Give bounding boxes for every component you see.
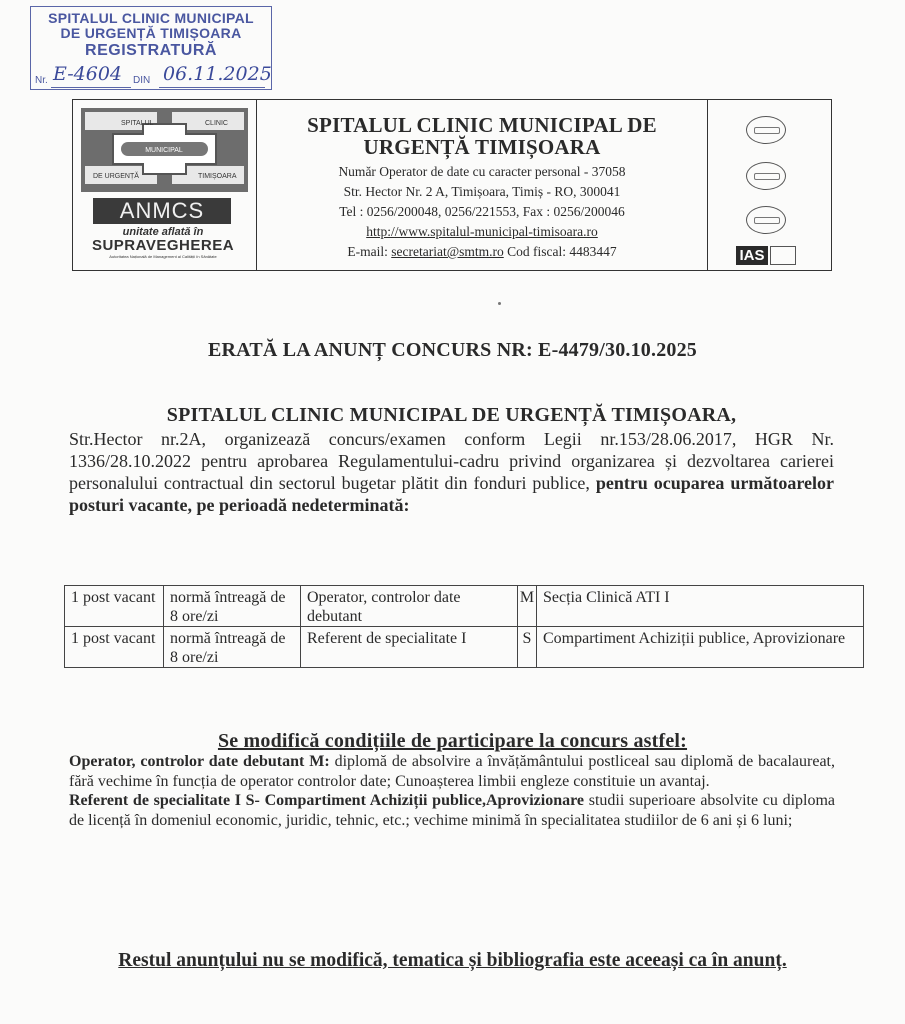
stamp-line1: SPITALUL CLINIC MUNICIPAL	[48, 10, 254, 26]
logo-text-top-right: CLINIC	[205, 120, 228, 127]
post-level-cell: M	[518, 586, 537, 627]
table-row	[65, 586, 864, 627]
certification-panel	[707, 100, 831, 270]
conditions-heading: Se modifică condițiile de participare la concurs astfel:	[217, 730, 688, 752]
intro-bold-text: pentru ocuparea următoarelor posturi vacante, pe perioadă nedeterminată:	[69, 473, 834, 515]
email-label: E-mail:	[347, 244, 388, 259]
anmcs-logo: ANMCS	[93, 198, 231, 224]
announcement-intro	[69, 404, 834, 516]
condition-item	[69, 752, 835, 791]
intro-text: Str.Hector nr.2A, organizează concurs/examen conform Legii nr.153/28.06.2017, HGR Nr. 1336/28.10.2022 pentru aprobarea Regulamentului-cadru privind organizarea și dezvoltarea carierei personalului contractual din sectorul bugetar plătit din fonduri publice,	[69, 429, 834, 493]
accredited-mark-icon	[770, 246, 796, 265]
fiscal-code: Cod fiscal: 4483447	[507, 244, 617, 259]
table-row	[65, 627, 864, 668]
closing-note: Restul anunțului nu se modifică, tematica și bibliografia este aceeași ca în anunț.	[118, 950, 787, 971]
condition-text: diplomă de absolvire a învățământului postliceal sau diplomă de bacalaureat, fără vechime în funcția de operator controlor date; Cunoașterea limbii engleze constituie un avantaj.	[69, 753, 836, 790]
iso-badge-icon	[746, 162, 786, 190]
vacancies-table	[64, 585, 864, 668]
letterhead-text	[257, 100, 707, 270]
logo-text-top-left: SPITALUL	[121, 120, 154, 127]
stamp-date-underline	[159, 87, 265, 88]
speck	[498, 302, 501, 305]
ias-logo: IAS	[736, 246, 768, 265]
stamp-din-label: DIN	[133, 75, 151, 86]
post-department-cell: Compartiment Achiziții publice, Aprovizionare	[537, 627, 864, 668]
condition-text: studii superioare absolvite cu diploma de licență în domeniul economic, juridic, tehnic, etc.; vechime minimă în specialitatea studiilor de 6 ani și 6 luni;	[69, 792, 836, 829]
conditions-list	[69, 752, 835, 830]
post-department-cell: Secția Clinică ATI I	[537, 586, 864, 627]
stamp-line3: REGISTRATURĂ	[85, 42, 217, 59]
letterhead	[72, 99, 832, 271]
phones: Tel : 0256/200048, 0256/221553, Fax : 0256/200046	[339, 204, 625, 219]
anmcs-caption-line1: unitate aflată în	[122, 226, 204, 238]
logo-text-bottom-right: TIMIȘOARA	[198, 173, 237, 180]
stamp-date-value: 06.11.2025	[163, 63, 272, 85]
stamp-registration	[35, 63, 272, 87]
post-position-cell: Referent de specialitate I	[301, 627, 518, 668]
iso-badge-icon	[746, 116, 786, 144]
stamp-line2: DE URGENȚĂ TIMIȘOARA	[60, 25, 242, 41]
anmcs-caption-line2: SUPRAVEGHEREA	[91, 237, 235, 254]
hospital-logo-panel	[73, 100, 257, 270]
logo-text-middle: MUNICIPAL	[145, 147, 183, 154]
errata-title: ERATĂ LA ANUNȚ CONCURS NR: E-4479/30.10.2025	[207, 339, 697, 361]
contact-line	[257, 242, 707, 262]
anmcs-caption-line3: Autoritatea Națională de Management al Calității în Sănătate	[109, 254, 217, 259]
operator-number: Număr Operator de date cu caracter personal - 37058	[338, 164, 626, 179]
anmcs-caption	[83, 226, 243, 260]
org-name-line2: URGENȚĂ TIMIȘOARA	[363, 135, 601, 159]
email-link[interactable]: secretariat@smtm.ro	[391, 244, 504, 259]
stamp-nr-label: Nr.	[35, 75, 48, 86]
stamp-nr-value: E-4604	[53, 63, 122, 85]
address: Str. Hector Nr. 2 A, Timișoara, Timiș - RO, 300041	[343, 184, 621, 199]
post-count-cell: 1 post vacant	[65, 586, 164, 627]
stamp-nr-underline	[51, 87, 131, 88]
post-position-cell: Operator, controlor date debutant	[301, 586, 518, 627]
website-link[interactable]: http://www.spitalul-municipal-timisoara.ro	[366, 224, 598, 239]
hospital-cross-logo-icon	[73, 100, 256, 198]
org-name-line1: SPITALUL CLINIC MUNICIPAL DE	[307, 113, 657, 137]
post-norm-cell: normă întreagă de 8 ore/zi	[164, 627, 301, 668]
registry-stamp	[30, 6, 272, 90]
post-norm-cell: normă întreagă de 8 ore/zi	[164, 586, 301, 627]
post-count-cell: 1 post vacant	[65, 627, 164, 668]
condition-title: Operator, controlor date debutant M:	[69, 753, 330, 770]
condition-item	[69, 791, 835, 830]
condition-title: Referent de specialitate I S- Compartiment Achiziții publice,Aprovizionare	[69, 792, 585, 809]
iso-badge-icon	[746, 206, 786, 234]
post-level-cell: S	[518, 627, 537, 668]
hospital-heading: SPITALUL CLINIC MUNICIPAL DE URGENȚĂ TIMIȘOARA,	[166, 404, 737, 426]
logo-text-bottom-left: DE URGENȚĂ	[93, 173, 139, 180]
